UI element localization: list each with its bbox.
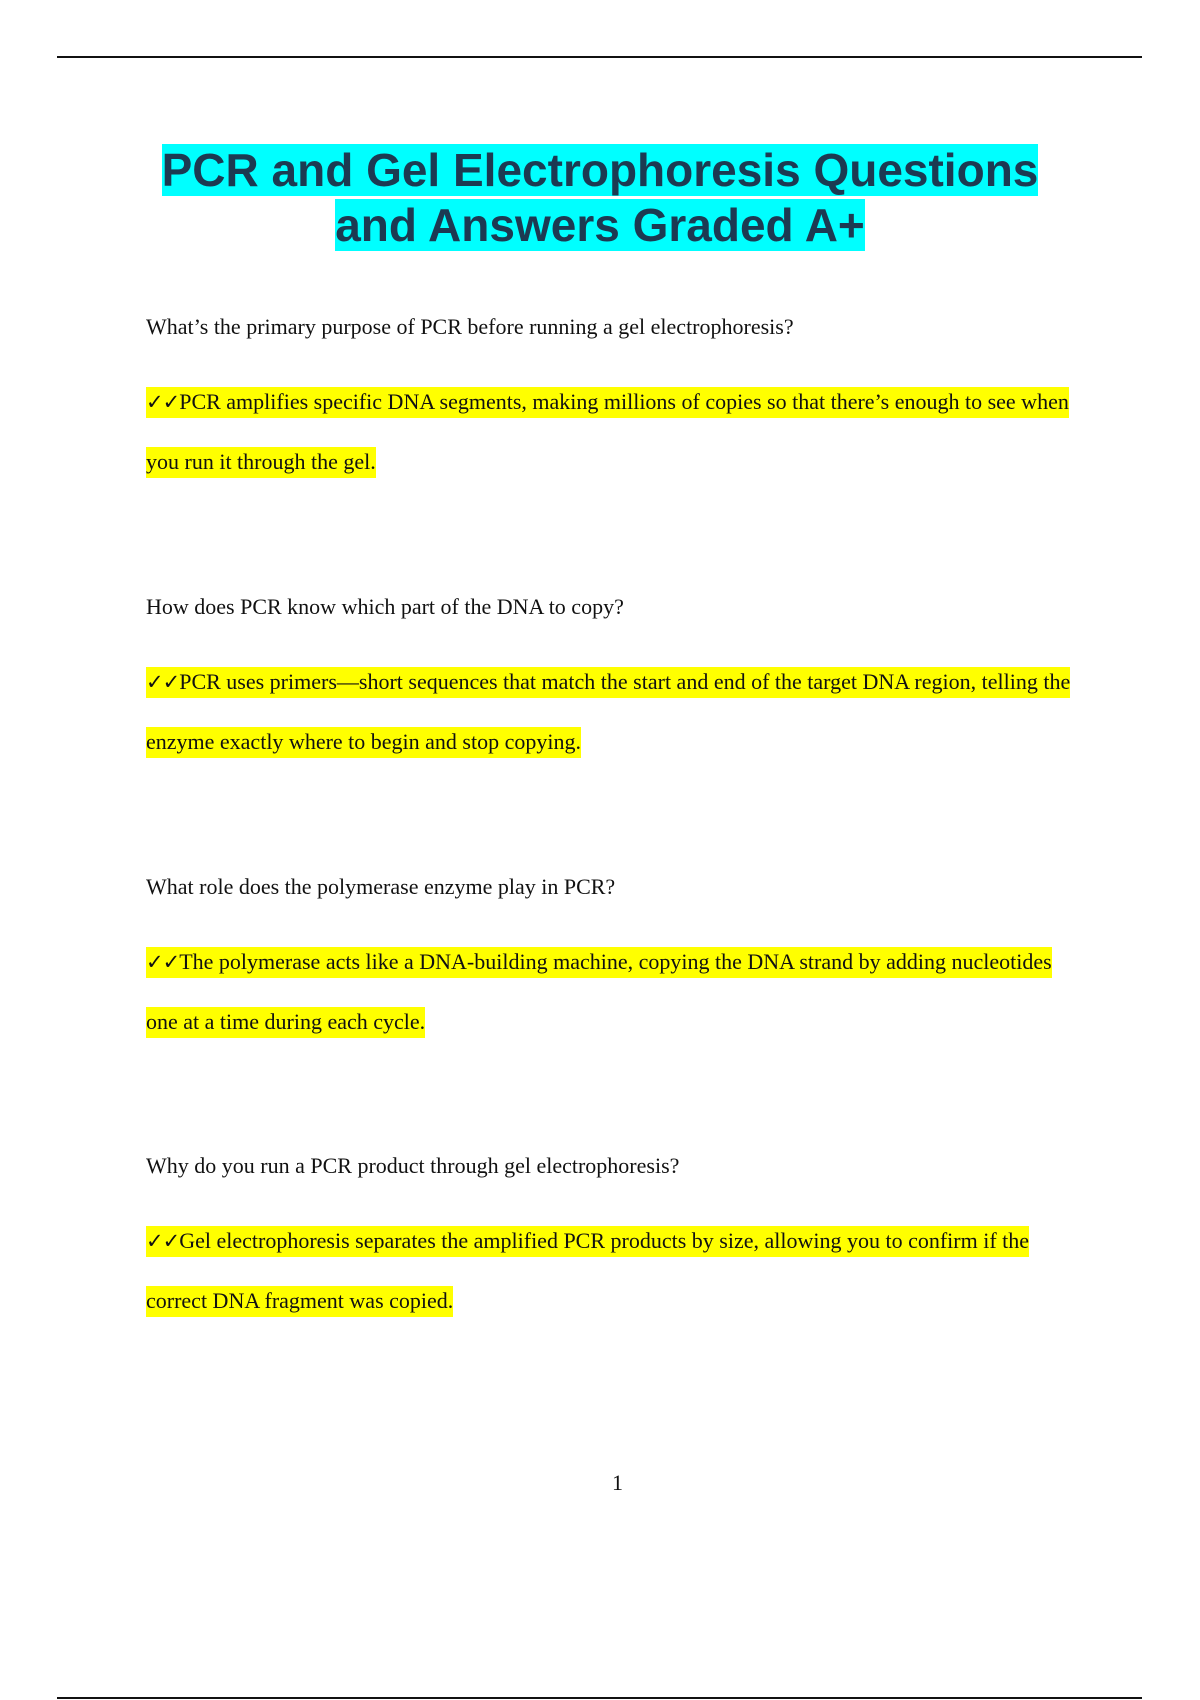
answer-4 xyxy=(146,1211,1086,1331)
title-line-1: PCR and Gel Electrophoresis Questions xyxy=(161,144,1039,196)
question-3: What role does the polymerase enzyme play in PCR? xyxy=(146,874,616,899)
check-mark-icon: ✓✓ xyxy=(146,950,180,974)
question-1: What’s the primary purpose of PCR before running a gel electrophoresis? xyxy=(146,314,794,339)
question-2: How does PCR know which part of the DNA to copy? xyxy=(146,594,624,619)
check-mark-icon: ✓✓ xyxy=(146,670,180,694)
check-mark-icon: ✓✓ xyxy=(146,1229,180,1253)
page-number: 1 xyxy=(612,1470,623,1495)
answer-3 xyxy=(146,932,1086,1052)
answer-2 xyxy=(146,652,1086,772)
answer-4-text: Gel electrophoresis separates the amplified PCR products by size, allowing you to confirm if the correct DNA fragment was copied. xyxy=(146,1228,1030,1313)
title-line-2: and Answers Graded A+ xyxy=(335,199,865,251)
question-4: Why do you run a PCR product through gel electrophoresis? xyxy=(146,1153,680,1178)
document-title xyxy=(0,143,1200,253)
answer-1 xyxy=(146,372,1086,492)
answer-1-text: PCR amplifies specific DNA segments, making millions of copies so that there’s enough to see when you run it through the gel. xyxy=(146,389,1069,474)
footer-rule xyxy=(57,1697,1142,1699)
answer-3-text: The polymerase acts like a DNA-building machine, copying the DNA strand by adding nucleotides one at a time during each cycle. xyxy=(146,949,1052,1034)
answer-2-text: PCR uses primers—short sequences that match the start and end of the target DNA region, telling the enzyme exactly where to begin and stop copying. xyxy=(146,669,1071,754)
check-mark-icon: ✓✓ xyxy=(146,390,180,414)
header-rule xyxy=(57,56,1142,58)
